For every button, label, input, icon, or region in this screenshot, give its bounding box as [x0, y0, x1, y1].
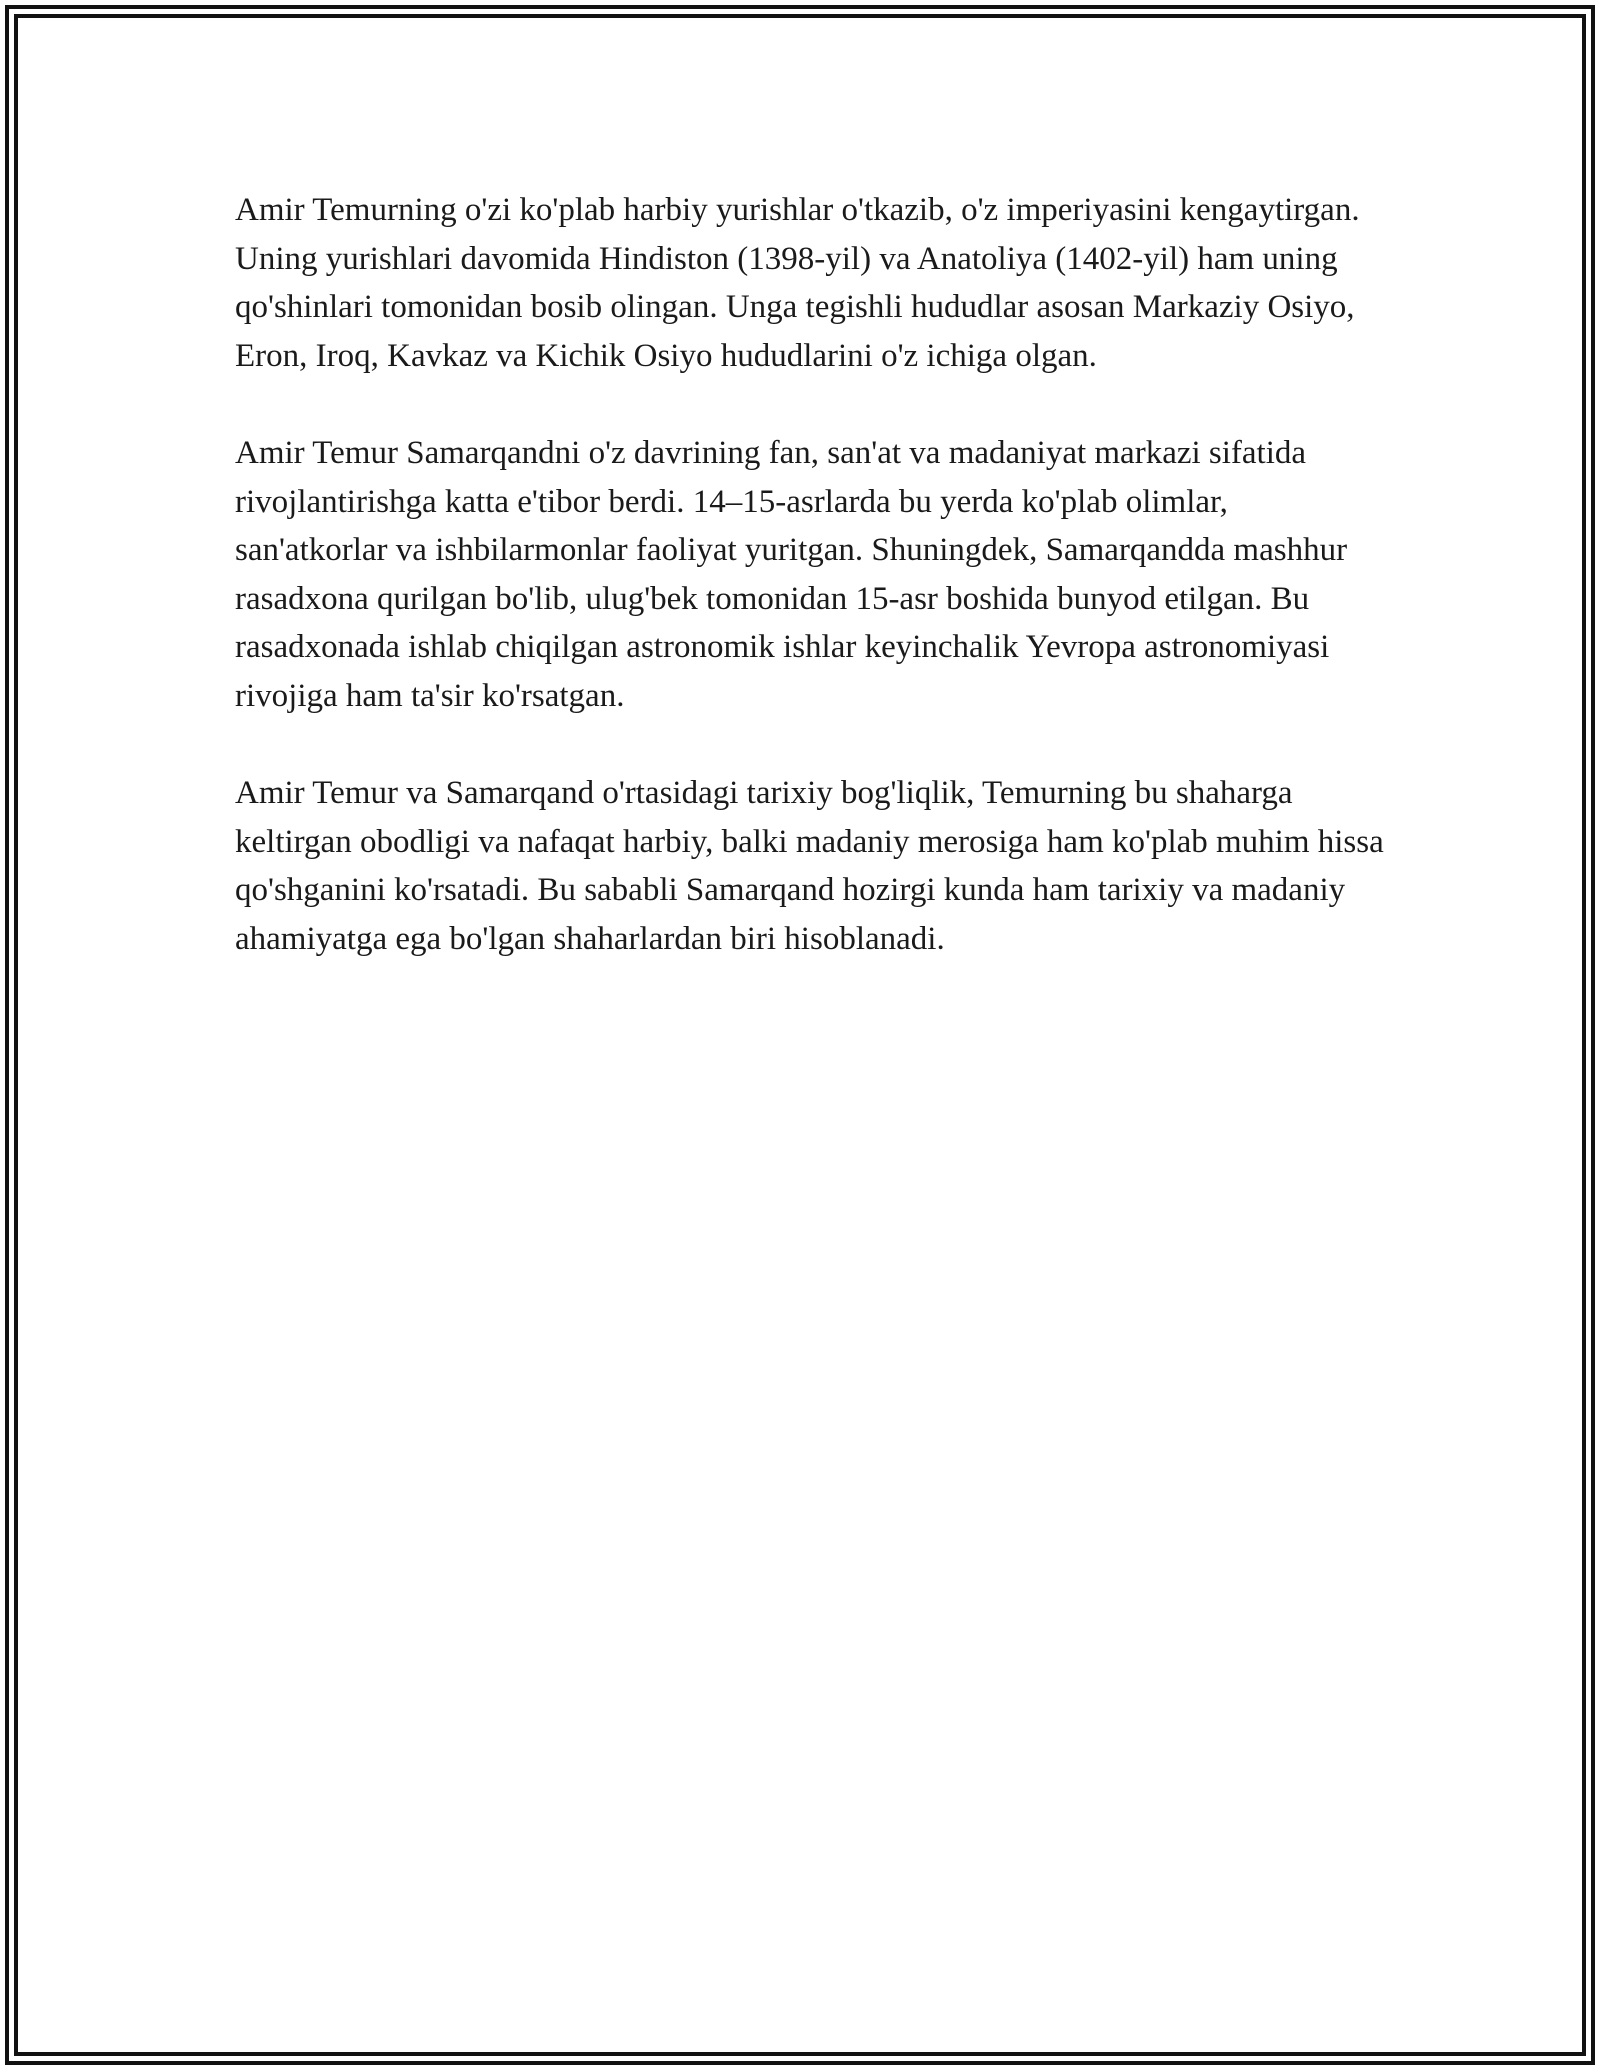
- paragraph-1: Amir Temurning o'zi ko'plab harbiy yurishlar o'tkazib, o'z imperiyasini kengaytirgan. Uning yurishlari davomida Hindiston (1398-yil) va Anatoliya (1402-yil) ham uning qo'shinlari tomonidan bosib olingan. Unga tegishli hududlar asosan Markaziy Osiyo, Eron, Iroq, Kavkaz va Kichik Osiyo hududlarini o'z ichiga olgan.: [235, 192, 1360, 374]
- document-body: [235, 186, 1385, 1012]
- paragraph-2: Amir Temur Samarqandni o'z davrining fan, san'at va madaniyat markazi sifatida rivojlantirishga katta e'tibor berdi. 14–15-asrlarda bu yerda ko'plab olimlar, san'atkorlar va ishbilarmonlar faoliyat yuritgan. Shuningdek, Samarqandda mashhur rasadxona qurilgan bo'lib, ulug'bek tomonidan 15-asr boshida bunyod etilgan. Bu rasadxonada ishlab chiqilgan astronomik ishlar keyinchalik Yevropa astronomiyasi rivojiga ham ta'sir ko'rsatgan.: [235, 435, 1348, 714]
- paragraph-3: Amir Temur va Samarqand o'rtasidagi tarixiy bog'liqlik, Temurning bu shaharga keltirgan obodligi va nafaqat harbiy, balki madaniy merosiga ham ko'plab muhim hissa qo'shganini ko'rsatadi. Bu sababli Samarqand hozirgi kunda ham tarixiy va madaniy ahamiyatga ega bo'lgan shaharlardan biri hisoblanadi.: [235, 775, 1384, 957]
